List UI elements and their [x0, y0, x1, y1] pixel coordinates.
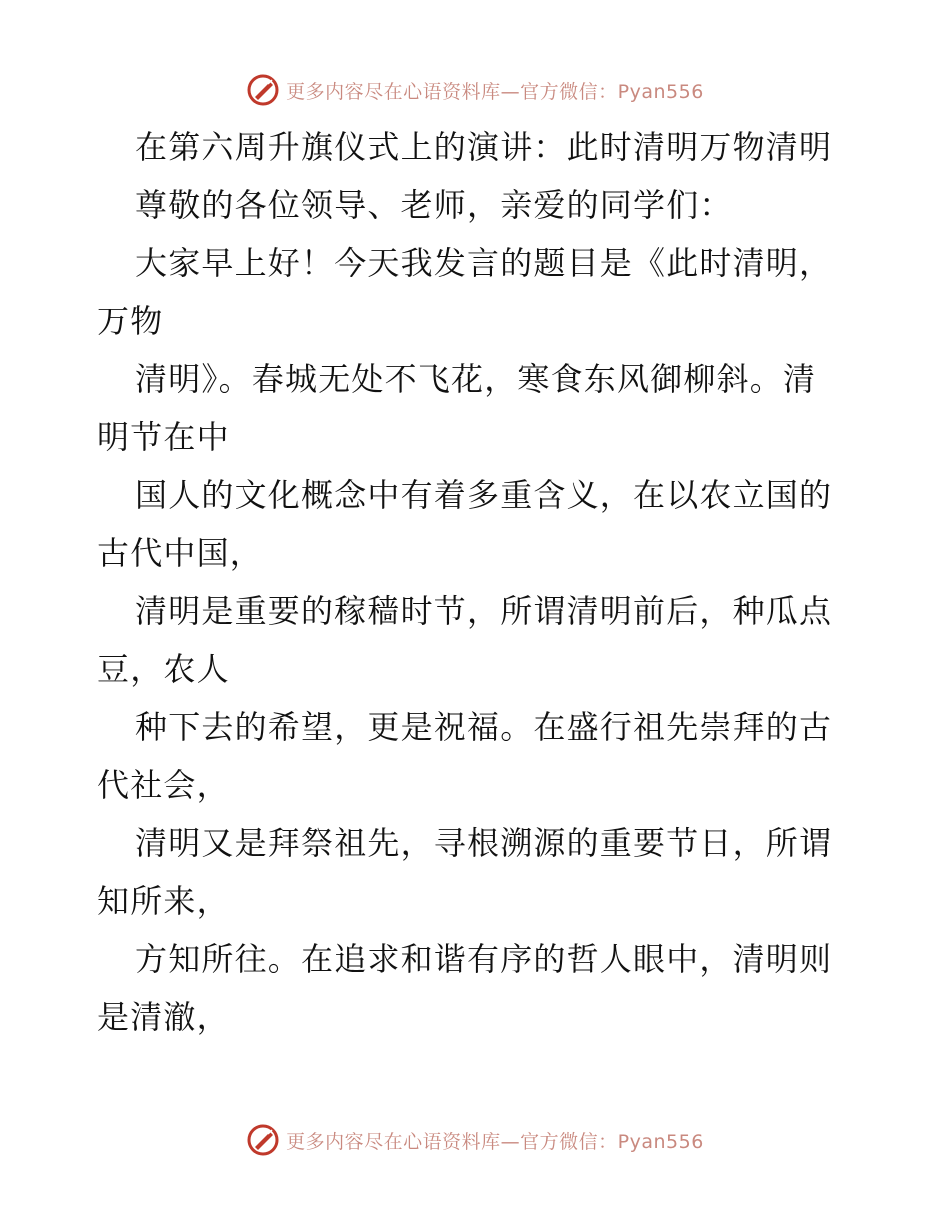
text-line: 知所来，	[97, 882, 230, 920]
text-line: 清明》。春城无处不飞花，寒食东风御柳斜。清	[135, 360, 817, 398]
text-line: 尊敬的各位领导、老师，亲爱的同学们：	[135, 186, 733, 224]
text-line: 万物	[97, 302, 164, 340]
text-line: 明节在中	[97, 418, 230, 456]
text-line: 清明是重要的稼穑时节，所谓清明前后，种瓜点	[135, 592, 833, 630]
text-line: 国人的文化概念中有着多重含义，在以农立国的	[135, 476, 833, 514]
text-line: 是清澈，	[97, 998, 230, 1036]
document-body	[97, 118, 857, 1046]
text-line: 种下去的希望，更是祝福。在盛行祖先崇拜的古	[135, 708, 833, 746]
text-line: 代社会，	[97, 766, 230, 804]
text-line: 古代中国，	[97, 534, 264, 572]
text-line: 方知所往。在追求和谐有序的哲人眼中，清明则	[135, 940, 833, 978]
text-line: 大家早上好！今天我发言的题目是《此时清明，	[135, 244, 833, 282]
logo-icon	[246, 73, 280, 107]
logo-icon	[246, 1123, 280, 1157]
footer-banner	[0, 1120, 950, 1160]
text-line: 在第六周升旗仪式上的演讲：此时清明万物清明	[135, 128, 833, 166]
banner-text: 更多内容尽在心语资料库—官方微信：Pyan556	[286, 1130, 704, 1153]
header-banner	[0, 70, 950, 110]
text-line: 清明又是拜祭祖先，寻根溯源的重要节日，所谓	[135, 824, 833, 862]
text-line: 豆，农人	[97, 650, 230, 688]
banner-text: 更多内容尽在心语资料库—官方微信：Pyan556	[286, 80, 704, 103]
